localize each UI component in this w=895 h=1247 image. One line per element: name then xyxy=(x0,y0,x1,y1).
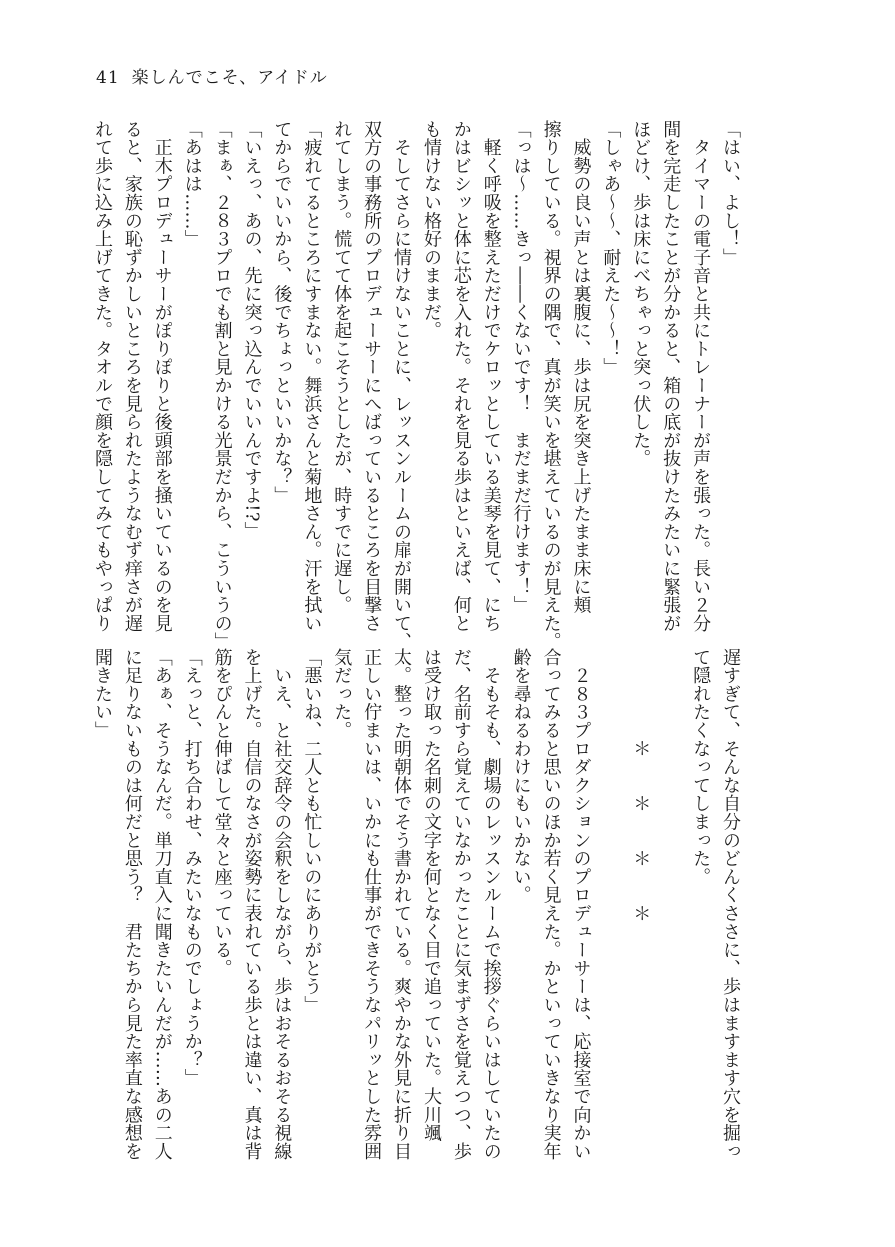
text-line: 「疲れてるところにすまない。舞浜さんと菊地さん。汗を拭い xyxy=(301,120,323,633)
text-line: は受け取った名刺の文字を何となく目で追っていた。大川颯 xyxy=(420,648,442,1143)
text-line: 「えっと、打ち合わせ、みたいなものでしょうか？」 xyxy=(181,648,203,1088)
text-line: も情けない格好のままだ。 xyxy=(420,120,442,340)
text-line: 「っは〜……きっ――くないです！ まだまだ行けます！」 xyxy=(510,120,532,615)
text-line: て隠れたくなってしまった。 xyxy=(690,648,712,886)
text-line: に足りないものは何だと思う？ 君たちから見た率直な感想を xyxy=(121,648,143,1161)
text-line: 擦りしている。視界の隅で、真が笑いを堪えているのが見えた。 xyxy=(540,120,562,651)
text-line: 「あはは……」 xyxy=(181,120,203,249)
blank-line xyxy=(595,648,625,1143)
text-line: いえ、と社交辞令の会釈をしながら、歩はおそるおそる視線 xyxy=(271,648,293,1161)
text-line: かはビシッと体に芯を入れた。それを見る歩はといえば、何と xyxy=(450,120,472,633)
text-line: 太。整った明朝体でそう書かれている。爽やかな外見に折り目 xyxy=(391,648,413,1161)
text-line: 威勢の良い声とは裏腹に、歩は尻を突き上げたまま床に頬 xyxy=(570,120,592,615)
text-line: そもそも、劇場のレッスンルームで挨拶ぐらいはしていたの xyxy=(480,648,502,1161)
text-line: てからでいいから、後でちょっといいかな？」 xyxy=(271,120,293,505)
text-line: 「悪いね、二人とも忙しいのにありがとう」 xyxy=(301,648,323,1014)
text-line: だ、名前すら覚えていなかったことに気まずさを覚えつつ、歩 xyxy=(450,648,472,1161)
chapter-title: 楽しんでこそ、アイドル xyxy=(131,68,328,88)
text-line: 聞きたい」 xyxy=(91,648,113,740)
text-line: 「まぁ、２８３プロでも割と見かける光景だから、こういうの」 xyxy=(211,120,233,651)
text-line: 遅すぎて、そんな自分のどんくささに、歩はますます穴を掘っ xyxy=(720,648,741,1161)
text-line: れて歩に込み上げてきた。タオルで顔を隠してみてもやっぱり xyxy=(91,120,113,633)
running-header xyxy=(96,66,328,90)
bottom-text-block xyxy=(91,648,745,1161)
text-line: 正しい佇まいは、いかにも仕事ができそうなパリッとした雰囲 xyxy=(361,648,383,1161)
text-line: 気だった。 xyxy=(331,648,353,740)
text-line: ると、家族の恥ずかしいところを見られたようなむず痒さが遅 xyxy=(121,120,143,633)
text-line: ほどけ、歩は床にべちゃっと突っ伏した。 xyxy=(630,120,652,468)
text-line: 「しゃあ〜〜、耐えた〜〜！」 xyxy=(600,120,622,377)
text-line: 軽く呼吸を整えただけでケロッとしている美琴を見て、にち xyxy=(480,120,502,633)
blank-line xyxy=(655,648,685,1143)
text-line: れてしまう。慌てて体を起こそうとしたが、時すでに遅し。 xyxy=(331,120,353,615)
text-line: 間を完走したことが分かると、箱の底が抜けたみたいに緊張が xyxy=(660,120,682,633)
text-line: 「いえっ、あの、先に突っ込んでいいんですよ!?」 xyxy=(241,120,263,541)
text-line: を上げた。自信のなさが姿勢に表れている歩とは違い、真は背 xyxy=(241,648,263,1161)
text-line: 筋をぴんと伸ばして堂々と座っている。 xyxy=(211,648,233,978)
top-text-block xyxy=(91,120,745,651)
text-line: そしてさらに情けないことに、レッスンルームの扉が開いて、 xyxy=(391,120,413,651)
text-line: 双方の事務所のプロデューサーにへばっているところを目撃さ xyxy=(361,120,383,633)
text-line: タイマーの電子音と共にトレーナーが声を張った。長い２分 xyxy=(690,120,712,633)
text-line: 合ってみると思いのほか若く見えた。かといっていきなり実年 xyxy=(540,648,562,1161)
page-number: 41 xyxy=(96,68,120,88)
text-line: 正木プロデューサーがぽりぽりと後頭部を掻いているのを見 xyxy=(151,120,173,633)
text-line: ２８３プロダクションのプロデューサーは、応接室で向かい xyxy=(570,648,592,1161)
text-line: 「あぁ、そうなんだ。単刀直入に聞きたいんだが……あの二人 xyxy=(151,648,173,1161)
text-line: 「はい、よし！」 xyxy=(720,120,741,267)
text-line: 齢を尋ねるわけにもいかない。 xyxy=(510,648,532,905)
section-break: ＊ ＊ ＊ ＊ xyxy=(630,648,652,923)
